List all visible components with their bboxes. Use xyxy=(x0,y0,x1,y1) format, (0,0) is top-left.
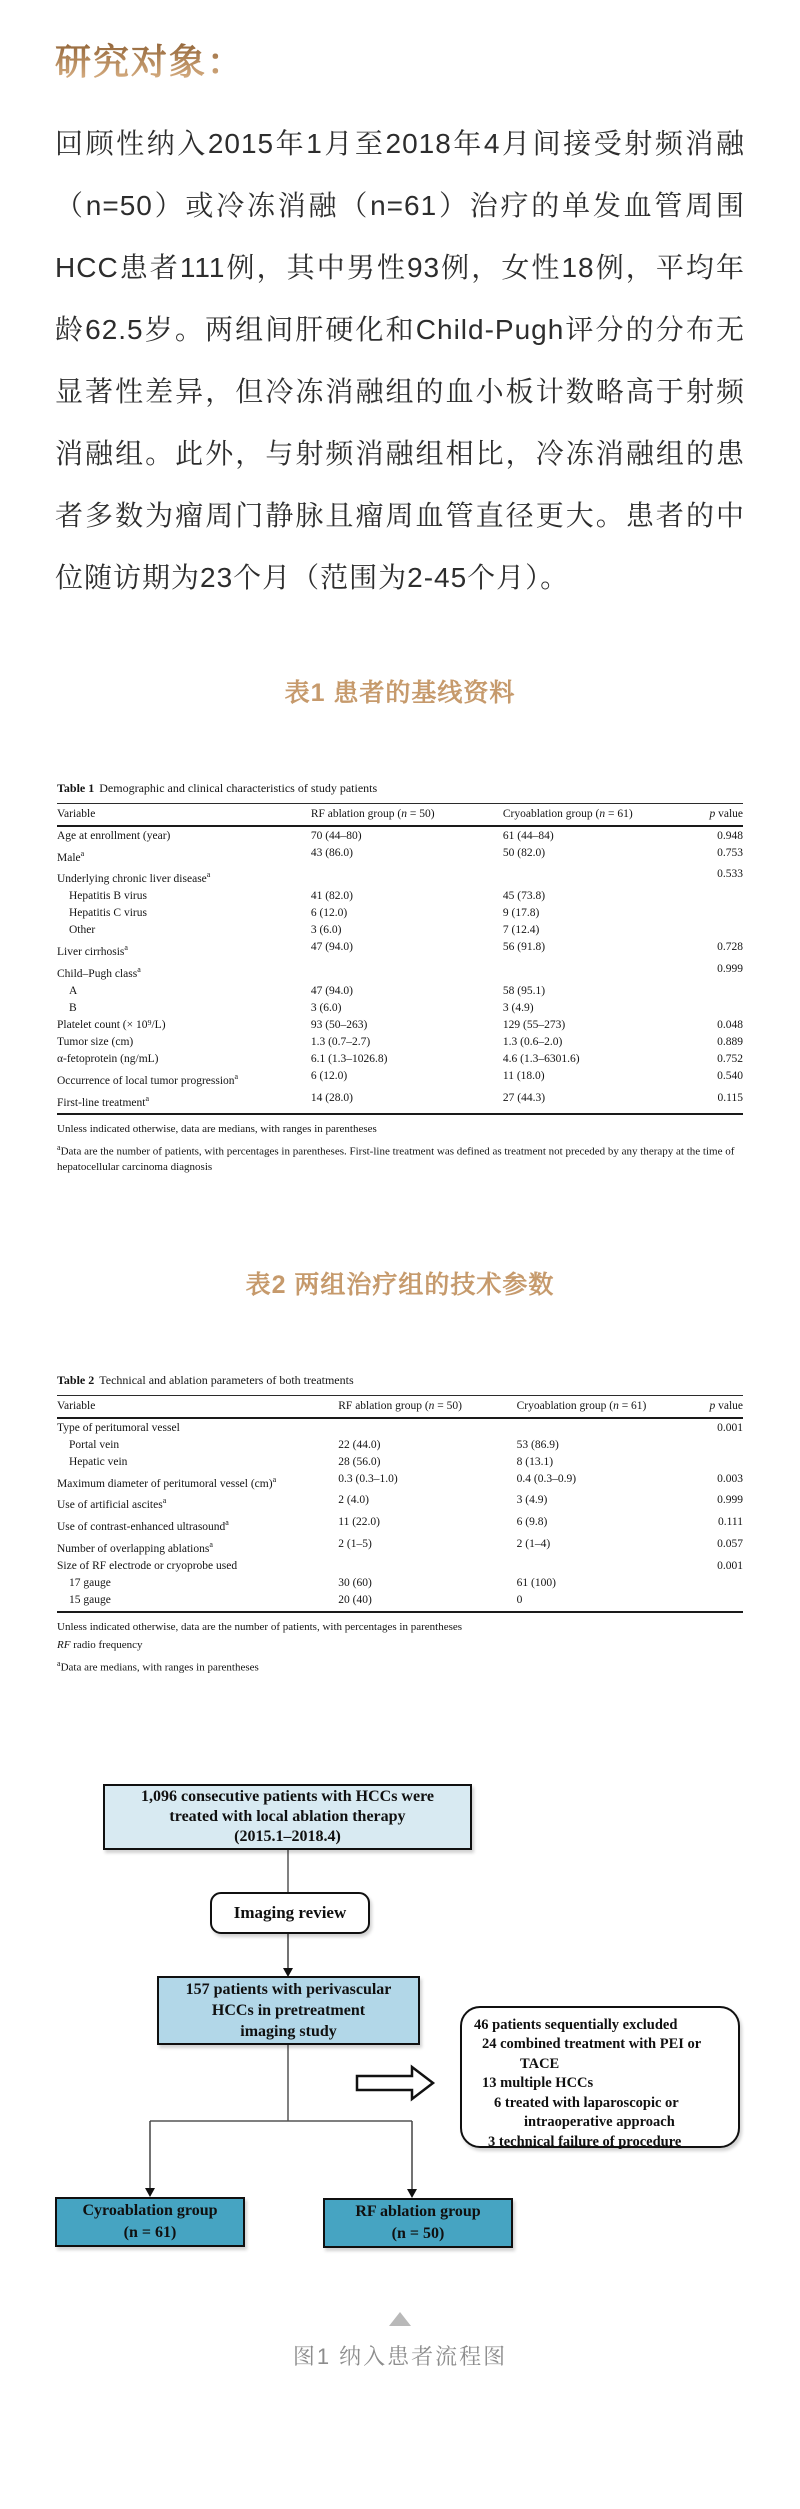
value-cell xyxy=(311,960,503,982)
box-line: treated with local ablation therapy xyxy=(169,1807,406,1825)
value-cell: 2 (1–4) xyxy=(516,1538,551,1551)
table-row xyxy=(57,888,743,905)
table-row xyxy=(57,1418,743,1436)
value-cell: 93 (50–263) xyxy=(310,1018,368,1031)
value-cell xyxy=(674,982,743,999)
value-cell: 58 (95.1) xyxy=(502,984,546,997)
value-cell: 2 (4.0) xyxy=(338,1494,369,1507)
table-row xyxy=(57,844,743,866)
variable-cell: Male$^a$ xyxy=(57,848,85,864)
variable-cell: Number of overlapping ablations$^a$ xyxy=(57,1540,213,1555)
box-line: imaging study xyxy=(240,2022,337,2040)
value-cell: 0.115 xyxy=(674,1089,743,1114)
table-row xyxy=(57,826,743,844)
box-line: (n = 50) xyxy=(391,2224,445,2242)
value-cell: 0.111 xyxy=(717,1516,743,1529)
table-row xyxy=(57,1574,743,1591)
flow-box-perivascular-patients xyxy=(157,1976,420,2045)
flow-box-rf-ablation-group xyxy=(323,2198,513,2248)
table1 xyxy=(57,803,743,1115)
table-row xyxy=(57,1514,743,1536)
arrow-down-icon xyxy=(407,2189,417,2198)
table-row xyxy=(57,1089,743,1114)
table-row xyxy=(57,1050,743,1067)
table-row xyxy=(57,1033,743,1050)
variable-cell: Use of contrast-enhanced ultrasound$^a$ xyxy=(57,1518,229,1534)
patient-flowchart xyxy=(0,1776,800,2254)
table-row xyxy=(57,1453,743,1470)
value-cell: 0.4 (0.3–0.9) xyxy=(516,1472,577,1485)
table-row xyxy=(57,982,743,999)
box-line: 13 multiple HCCs xyxy=(482,2075,594,2092)
variable-cell: Platelet count (× 10⁹/L) xyxy=(57,1018,166,1031)
value-cell: 8 (13.1) xyxy=(516,1455,554,1468)
arrow-down-icon xyxy=(145,2188,155,2197)
value-cell: 6 (12.0) xyxy=(310,1069,348,1082)
table2 xyxy=(57,1395,743,1613)
value-cell: 3 (6.0) xyxy=(310,924,342,937)
value-cell: 0.057 xyxy=(717,1538,743,1551)
value-cell xyxy=(674,999,743,1016)
value-cell xyxy=(674,905,743,922)
value-cell: 0.889 xyxy=(717,1035,743,1048)
value-cell: 70 (44–80) xyxy=(310,829,362,842)
value-cell: 0.999 xyxy=(717,962,743,975)
table-row xyxy=(57,1436,743,1453)
variable-cell: First-line treatment$^a$ xyxy=(57,1089,311,1114)
box-line: Cyroablation group xyxy=(82,2201,218,2219)
value-cell: 20 (40) xyxy=(338,1591,516,1612)
variable-cell: Type of peritumoral vessel xyxy=(57,1421,180,1434)
value-cell: 0.753 xyxy=(717,846,743,859)
figure-caption: 图1 纳入患者流程图 xyxy=(292,2343,508,2369)
value-cell xyxy=(503,866,675,888)
value-cell: 0.728 xyxy=(717,941,743,954)
value-cell: 0.540 xyxy=(717,1069,743,1082)
column-header: RF ablation group (n = 50) xyxy=(338,1396,516,1419)
flow-box-label: Imaging review xyxy=(233,1902,347,1922)
value-cell: 6.1 (1.3–1026.8) xyxy=(310,1052,388,1065)
column-header: p value xyxy=(674,804,743,827)
value-cell: 0.752 xyxy=(717,1052,743,1065)
block-arrow-right-icon xyxy=(357,2067,433,2099)
value-cell xyxy=(517,1557,675,1574)
variable-cell: Maximum diameter of peritumoral vessel (cm)$^a$ xyxy=(57,1474,277,1490)
table-row xyxy=(57,999,743,1016)
value-cell: 0.999 xyxy=(717,1494,743,1507)
table-row xyxy=(57,1016,743,1033)
table2-heading: 表2 两组治疗组的技术参数 xyxy=(245,1271,555,1300)
value-cell: 41 (82.0) xyxy=(310,890,353,903)
table1-footnotes xyxy=(57,1122,743,1175)
value-cell: 47 (94.0) xyxy=(310,984,353,997)
column-header: Variable xyxy=(57,1396,338,1419)
table1-heading: 表1 患者的基线资料 xyxy=(284,679,516,707)
table-row xyxy=(57,939,743,961)
value-cell: 4.6 (1.3–6301.6) xyxy=(502,1052,580,1065)
up-triangle-icon xyxy=(389,2312,411,2326)
variable-cell: Hepatitis C virus xyxy=(69,907,147,920)
variable-cell: 15 gauge xyxy=(57,1591,338,1612)
value-cell xyxy=(674,922,743,939)
value-cell: 0.533 xyxy=(717,868,743,881)
box-line: intraoperative approach xyxy=(524,2114,675,2131)
variable-cell: Liver cirrhosis$^a$ xyxy=(57,943,128,958)
table-footnote: Unless indicated otherwise, data are medians, with ranges in parentheses xyxy=(57,1123,377,1136)
value-cell xyxy=(338,1557,516,1574)
box-line: RF ablation group xyxy=(355,2202,481,2220)
variable-cell: Other xyxy=(69,924,96,937)
variable-cell: Tumor size (cm) xyxy=(57,1035,134,1048)
table-row xyxy=(57,1536,743,1558)
article-page xyxy=(0,34,800,2405)
variable-cell: B xyxy=(69,1001,77,1014)
column-header: Cryoablation group (n = 61) xyxy=(517,1396,675,1419)
value-cell: 3 (4.9) xyxy=(516,1494,548,1507)
value-cell: 43 (86.0) xyxy=(310,846,353,859)
variable-cell: Occurrence of local tumor progression$^a$ xyxy=(57,1071,239,1087)
table-row xyxy=(57,1470,743,1492)
value-cell: 3 (4.9) xyxy=(502,1001,534,1014)
value-cell: 56 (91.8) xyxy=(502,941,546,954)
table-row xyxy=(57,1067,743,1089)
value-cell: 27 (44.3) xyxy=(503,1089,675,1114)
value-cell xyxy=(517,1418,675,1436)
box-line: HCCs in pretreatment xyxy=(211,2001,366,2019)
variable-cell: Portal vein xyxy=(69,1438,120,1451)
box-line: 3 technical failure of procedure xyxy=(488,2133,682,2150)
variable-cell: Size of RF electrode or cryoprobe used xyxy=(57,1559,238,1572)
value-cell: 50 (82.0) xyxy=(502,846,546,859)
flow-box-excluded-patients xyxy=(460,2006,740,2148)
value-cell xyxy=(674,1574,743,1591)
value-cell: 0.001 xyxy=(717,1421,743,1434)
column-header: Cryoablation group (n = 61) xyxy=(503,804,675,827)
table2-footnotes xyxy=(57,1620,743,1676)
variable-cell: Age at enrollment (year) xyxy=(57,829,171,842)
variable-cell: Use of artificial ascites$^a$ xyxy=(57,1496,167,1512)
value-cell: 11 (18.0) xyxy=(502,1069,545,1082)
variable-cell: 17 gauge xyxy=(69,1576,111,1589)
value-cell: 3 (6.0) xyxy=(310,1001,342,1014)
value-cell: 0 xyxy=(517,1591,675,1612)
table-footnote: Unless indicated otherwise, data are the number of patients, with percentages in parentheses xyxy=(57,1620,463,1633)
table-row xyxy=(57,922,743,939)
value-cell: 11 (22.0) xyxy=(338,1516,380,1529)
value-cell xyxy=(674,1436,743,1453)
value-cell xyxy=(674,1453,743,1470)
table-row xyxy=(57,1492,743,1514)
value-cell: 6 (12.0) xyxy=(310,907,348,920)
value-cell: 30 (60) xyxy=(338,1576,372,1589)
value-cell: 1.3 (0.6–2.0) xyxy=(502,1035,563,1048)
table-footnote: RF radio frequency xyxy=(57,1638,143,1651)
box-line: 157 patients with perivascular xyxy=(185,1980,392,1998)
column-header: p value xyxy=(674,1396,743,1419)
value-cell: 2 (1–5) xyxy=(338,1538,372,1551)
table-row xyxy=(57,960,743,982)
table1-figure xyxy=(57,781,743,1175)
study-paragraph: 回顾性纳入2015年1月至2018年4月间接受射频消融（n=50）或冷冻消融（n=61）治疗的单发血管周围HCC患者111例，其中男性93例，女性18例，平均年龄62.5岁。两组间肝硬化和Child-Pugh评分的分布无显著性差异，但冷冻消融组的血小板计数略高于射频消融组。此外，与射频消融组相比，冷冻消融组的患者多数为瘤周门静脉且瘤周血管直径更大。患者的中位随访期为23个月（范围为2-45个月）。 xyxy=(55,128,745,593)
table-row xyxy=(57,1557,743,1574)
flow-box-imaging-review xyxy=(210,1892,370,1934)
value-cell: 14 (28.0) xyxy=(311,1089,503,1114)
table-footnote: $^a$Data are medians, with ranges in parentheses xyxy=(57,1658,259,1674)
flow-box-total-patients xyxy=(103,1784,472,1850)
column-header: RF ablation group (n = 50) xyxy=(311,804,503,827)
table-row xyxy=(57,905,743,922)
table2-figure xyxy=(57,1373,743,1675)
value-cell: 45 (73.8) xyxy=(502,890,546,903)
box-line: (2015.1–2018.4) xyxy=(234,1827,341,1845)
variable-cell: Child–Pugh class$^a$ xyxy=(57,964,141,980)
box-line: (n = 61) xyxy=(123,2223,177,2241)
table2-title: Table 2 Technical and ablation parameters of both treatments xyxy=(57,1373,354,1388)
value-cell: 0.948 xyxy=(717,829,743,842)
table-header-row xyxy=(57,1396,743,1419)
value-cell: 0.048 xyxy=(717,1018,743,1031)
box-line: 46 patients sequentially excluded xyxy=(474,2016,678,2033)
table-row xyxy=(57,1591,743,1612)
value-cell: 0.3 (0.3–1.0) xyxy=(338,1472,398,1485)
table-footnote: $^a$Data are the number of patients, with percentages in parentheses. First-line treatment was defined as treatment not preceded by any therapy at the time of hepatocellular carcinoma diagnosis xyxy=(57,1143,735,1174)
value-cell xyxy=(503,960,675,982)
value-cell: 1.3 (0.7–2.7) xyxy=(310,1035,371,1048)
column-header: Variable xyxy=(57,804,311,827)
value-cell: 7 (12.4) xyxy=(502,924,540,937)
value-cell: 61 (100) xyxy=(516,1576,556,1589)
variable-cell: α-fetoprotein (ng/mL) xyxy=(57,1052,159,1065)
value-cell xyxy=(338,1418,516,1436)
value-cell: 0.001 xyxy=(717,1559,743,1572)
table1-title: Table 1 Demographic and clinical characteristics of study patients xyxy=(57,781,378,795)
value-cell: 0.003 xyxy=(717,1472,743,1485)
value-cell xyxy=(674,888,743,905)
box-line: 24 combined treatment with PEI or xyxy=(482,2036,702,2053)
value-cell xyxy=(674,1591,743,1612)
value-cell: 61 (44–84) xyxy=(502,829,554,842)
variable-cell: Hepatic vein xyxy=(69,1455,128,1468)
value-cell: 47 (94.0) xyxy=(310,941,353,954)
flow-box-cryoablation-group xyxy=(55,2197,245,2247)
box-line: 6 treated with laparoscopic or xyxy=(494,2094,679,2111)
value-cell: 9 (17.8) xyxy=(502,907,540,920)
box-line: TACE xyxy=(520,2055,560,2072)
value-cell xyxy=(311,866,503,888)
variable-cell: Hepatitis B virus xyxy=(69,890,147,903)
table-row xyxy=(57,866,743,888)
section-title: 研究对象： xyxy=(55,34,800,85)
box-line: 1,096 consecutive patients with HCCs were xyxy=(140,1787,434,1805)
table-header-row xyxy=(57,804,743,827)
value-cell: 129 (55–273) xyxy=(502,1018,566,1031)
variable-cell: Underlying chronic liver disease$^a$ xyxy=(57,870,211,886)
variable-cell: A xyxy=(69,984,78,997)
value-cell: 28 (56.0) xyxy=(338,1455,381,1468)
value-cell: 22 (44.0) xyxy=(338,1438,381,1451)
value-cell: 53 (86.9) xyxy=(516,1438,559,1451)
value-cell: 6 (9.8) xyxy=(516,1516,548,1529)
